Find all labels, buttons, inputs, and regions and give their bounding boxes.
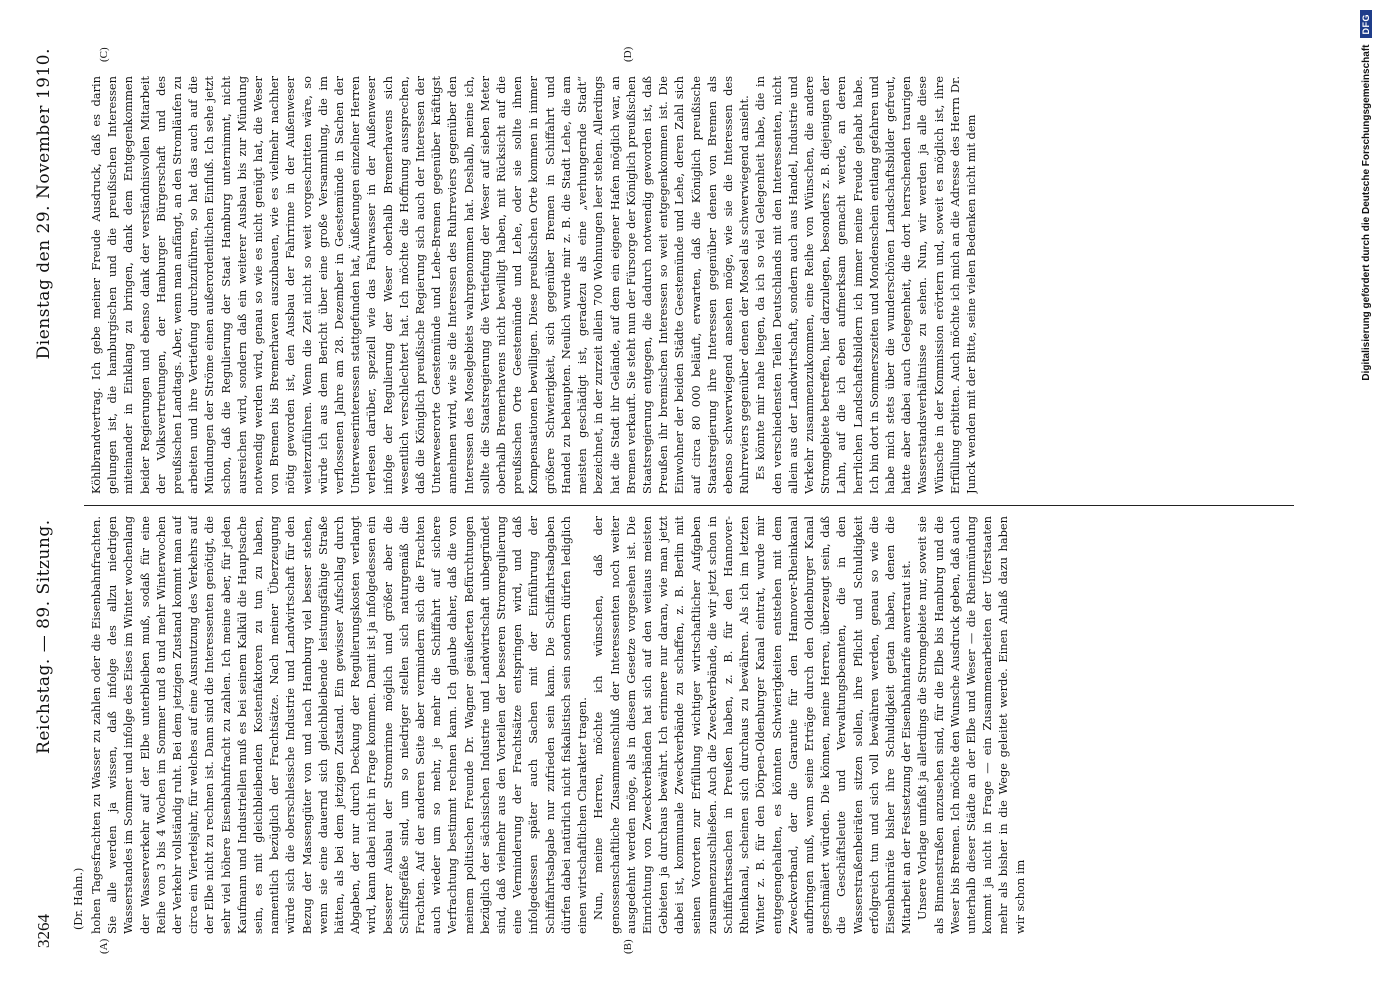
session-title: Reichstag. — 89. Sitzung. bbox=[34, 519, 54, 754]
column-divider bbox=[84, 505, 1294, 506]
paragraph: Köhlbrandvertrag. Ich gebe meiner Freude Ausdruck, daß es darin gelungen ist, die hamburgischen und die preußischen Interessen miteinander in Einklang zu bringen, dank dem Entgegenkommen beider Regierungen und ebenso dank der verständnisvollen Mitarbeit der Volksvertretungen, der Hamburger Bürgerschaft und des preußischen Landtags. Aber, wenn man anfängt, an den Stromläufen zu arbeiten und ihre Vertiefung durchzuführen, so hat das auch auf die Mündungen der Ströme einen außerordentlichen Einfluß. Ich sehe jetzt schon, daß die Regulierung der Staat Hamburg unternimmt, nicht ausreichen wird, sondern daß ein weiterer Ausbau bis zur Mündung notwendig werden wird, genau so wie es nicht genügt hat, die Weser von Bremen bis Bremerhaven auszubauen, wie es vielmehr nachher nötig geworden ist, den Ausbau der Fahrrinne in der Außenweser weiterzuführen. Wenn die Zeit nicht so weit vorgeschritten wäre, so würde ich aus dem Bericht über eine große Versammlung, die im verflossenen Jahre am 28. Dezember in Geestemünde in Sachen der Unterweserinteressen stattgefunden hat, Äußerungen einzelner Herren verlesen darüber, speziell wie das Fahrwasser in der Außenweser infolge der Regulierung der Weser oberhalb Bremerhavens sich wesentlich verschlechtert hat. Ich möchte die Hoffnung aussprechen, daß die Königlich preußische Regierung sich auch der Interessen der Unterweserorte Geestemünde und Lehe-Bremen gegenüber kräftigst annehmen wird, wie sie die Interessen des Ruhrreviers gegenüber den Interessen des Moselgebiets wahrgenommen hat. Deshalb, meine ich, sollte die Staatsregierung die Vertiefung der Weser auf sieben Meter oberhalb Bremerhavens nicht bewilligt haben, mit Rücksicht auf die preußischen Orte Geestemünde und Lehe, oder sie sollte ihnen Kompensationen bewilligen. Diese preußischen Orte kommen in immer größere Schwierigkeit, sich gegenüber Bremen in Schiffahrt und Handel zu behaupten. Neulich wurde mir z. B. die Stadt Lehe, die am meisten geschädigt ist, geradezu als eine „verhungernde Stadt“ bezeichnet, in der zurzeit allein 700 Wohnungen leer stehen. Allerdings hat die Stadt ihr Gelände, auf dem ein eigener Hafen möglich war, an Bremen verkauft. Sie steht nun der Fürsorge der Königlich preußischen Staatsregierung entgegen, die dadurch notwendig geworden ist, daß Preußen ihr bremischen Interessen so weit entgegenkommen ist. Die Einwohner der beiden Städte Geestemünde und Lehe, deren Zahl sich auf circa 80 000 beläuft, erwarten, daß die Königlich preußische Staatsregierung ihre Interessen gegenüber denen von Bremen als ebenso schwerwiegend ansehen möge, wie sie die Interessen des Ruhrreviers gegenüber denen der Mosel als schwerwiegend ansieht. bbox=[89, 76, 752, 494]
dfg-logo: DFG bbox=[1360, 10, 1372, 39]
left-column bbox=[88, 516, 1278, 934]
margin-marker-d: (D) bbox=[622, 46, 634, 62]
digitization-credit bbox=[1352, 10, 1376, 990]
page-number: 3264 bbox=[34, 914, 53, 948]
credit-text: Digitalisierung gefördert durch die Deutsche Forschungsgemeinschaft bbox=[1360, 44, 1372, 381]
speaker-tag: (Dr. Hahn.) bbox=[72, 867, 85, 930]
margin-marker-a: (A) bbox=[98, 938, 110, 954]
margin-marker-c: (C) bbox=[98, 47, 110, 62]
page-header bbox=[34, 48, 64, 948]
margin-marker-b: (B) bbox=[622, 939, 634, 954]
paragraph: Nun, meine Herren, möchte ich wünschen, daß der genossenschaftliche Zusammenschluß der Interessenten noch weiter ausgedehnt werden möge, als in diesem Gesetze vorgesehen ist. Die Einrichtung von Zweckverbänden hat sich auf den weitaus meisten Gebieten ja durchaus bewährt. Ich erinnere nur daran, wie man jetzt dabei ist, kommunale Zweckverbände zu schaffen, z. B. Berlin mit seinen Vororten zur Erfüllung wichtiger wirtschaftlicher Aufgaben zusammenzuschließen. Auch die Zweckverbände, die wir jetzt schon in Schiffahrtssachen in Preußen haben, z. B. für den Hannover-Rheinkanal, scheinen sich durchaus zu bewähren. Als ich im letzten Winter z. B. für den Dörpen-Oldenburger Kanal eintrat, wurde mir entgegengehalten, es könnten Schwierigkeiten entstehen mit dem Zweckverband, der die Garantie für den Hannover-Rheinkanal aufbringen muß, wenn seine Erträge durch den Oldenburger Kanal geschmälert würden. Die können, meine Herren, überzeugt sein, daß die Geschäftsleute und Verwaltungsbeamten, die in den Wasserstraßenbeiräten sitzen sollen, ihre Pflicht und Schuldigkeit erfolgreich tun und sich voll bewähren werden, genau so wie die Eisenbahnräte bisher ihre Schuldigkeit getan haben, denen die Mitarbeit an der Festsetzung der Eisenbahntarife anvertraut ist. bbox=[591, 516, 914, 934]
session-date: Dienstag den 29. November 1910. bbox=[34, 48, 54, 360]
credit-line bbox=[1356, 10, 1376, 990]
paragraph: Es könnte mir nahe liegen, da ich so viel Gelegenheit habe, die in den verschiedensten Teilen Deutschlands mit den Interessenten, nicht allein aus der Landwirtschaft, sondern auch aus Handel, Industrie und Verkehr zusammenzukommen, eine Reihe von Wünschen, die andere Stromgebiete betreffen, hier darzulegen, besonders z. B. diejenigen der Lahn, auf die ich eben aufmerksam gemacht werde, an deren herrlichen Landschaftsbildern ich immer meine Freude gehabt habe. Ich bin dort in Sommerszeiten und Mondenschein entlang gefahren und habe mich stets über die wunderschönen Landschaftsbilder gefreut, hatte aber dabei auch Gelegenheit, die dort herrschenden traurigen Wasserstandsverhältnisse zu sehen. Nun, wir werden ja alle diese Wünsche in der Kommission erörtern und, soweit es möglich ist, ihre Erfüllung erbitten. Auch möchte ich mich an die Adresse des Herrn Dr. Junck wenden mit der Bitte, seine vielen Bedenken nicht mit dem bbox=[753, 76, 978, 494]
right-column bbox=[88, 76, 1278, 494]
paragraph: hohen Tagesfrachten zu Wasser zu zahlen oder die Eisenbahnfrachten. Sie alle werden ja wissen, daß infolge des allzu niedrigen Wasserstandes im Sommer und infolge des Eises im Winter wochenlang der Wasserverkehr auf der Elbe unterbleiben muß, sodaß für eine Reihe von 3 bis 4 Wochen im Sommer und 8 und mehr Winterwochen der Verkehr vollständig ruht. Bei dem jetzigen Zustand kommt man auf circa ein Viertelsjahr, für welches auf eine Ausnutzung des Verkehrs auf der Elbe nicht zu rechnen ist. Dann sind die Interessenten genötigt, die sehr viel höhere Eisenbahnfracht zu zahlen. Ich meine aber, für jeden Kaufmann und Industriellen muß es bei seinem Kalkül die Hauptsache sein, es mit gleichbleibenden Kostenfaktoren zu tun zu haben, namentlich bezüglich der Frachtsätze. Nach meiner Überzeugung würde sich die oberschlesische Industrie und Landwirtschaft für den Bezug der Massengüter von und nach Hamburg viel besser stehen, wenn sie eine dauernd sich gleichbleibende leistungsfähige Straße hätten, als bei dem jetzigen Zustand. Ein gewisser Aufschlag durch Abgaben, der nur durch Deckung der Regulierungskosten verlangt wird, kann dabei nicht in Frage kommen. Damit ist ja infolgedessen ein besserer Ausbau der Stromrinne möglich und größer aber die Schiffsgefäße sind, um so niedriger stellen sich naturgemäß die Frachten. Auf der anderen Seite aber vermindern sich die Frachten auch wieder um so mehr, je mehr die Schiffahrt auf sichere Verfrachtung bestimmt rechnen kann. Ich glaube daher, daß die von meinem politischen Freunde Dr. Wagner geäußerten Befürchtungen bezüglich der sächsischen Industrie und Landwirtschaft unbegründet sind, daß vielmehr aus den Vorteilen der besseren Stromregulierung eine Verminderung der Frachtsätze entspringen wird, und daß infolgedessen später auch Sachen mit der Einführung der Schiffahrtsabgabe nur zufrieden sein kann. Die Schiffahrtsabgaben dürfen dabei natürlich nicht fiskalistisch sein sondern dürfen lediglich einen wirtschaftlichen Charakter tragen. bbox=[89, 516, 590, 934]
paragraph: Unsere Vorlage umfaßt ja allerdings die Stromgebiete nur, soweit sie als Binnenstraßen anzusehen sind, für die Elbe bis Hamburg und die Weser bis Bremen. Ich möchte den Wunsche Ausdruck geben, daß auch unterhalb dieser Städte an der Elbe und Weser — die Rheinmündung kommt ja nicht in Frage — ein Zusammenarbeiten der Uferstaaten mehr als bisher in die Wege geleitet werde. Einen Anlaß dazu haben wir schon im bbox=[915, 516, 1027, 934]
